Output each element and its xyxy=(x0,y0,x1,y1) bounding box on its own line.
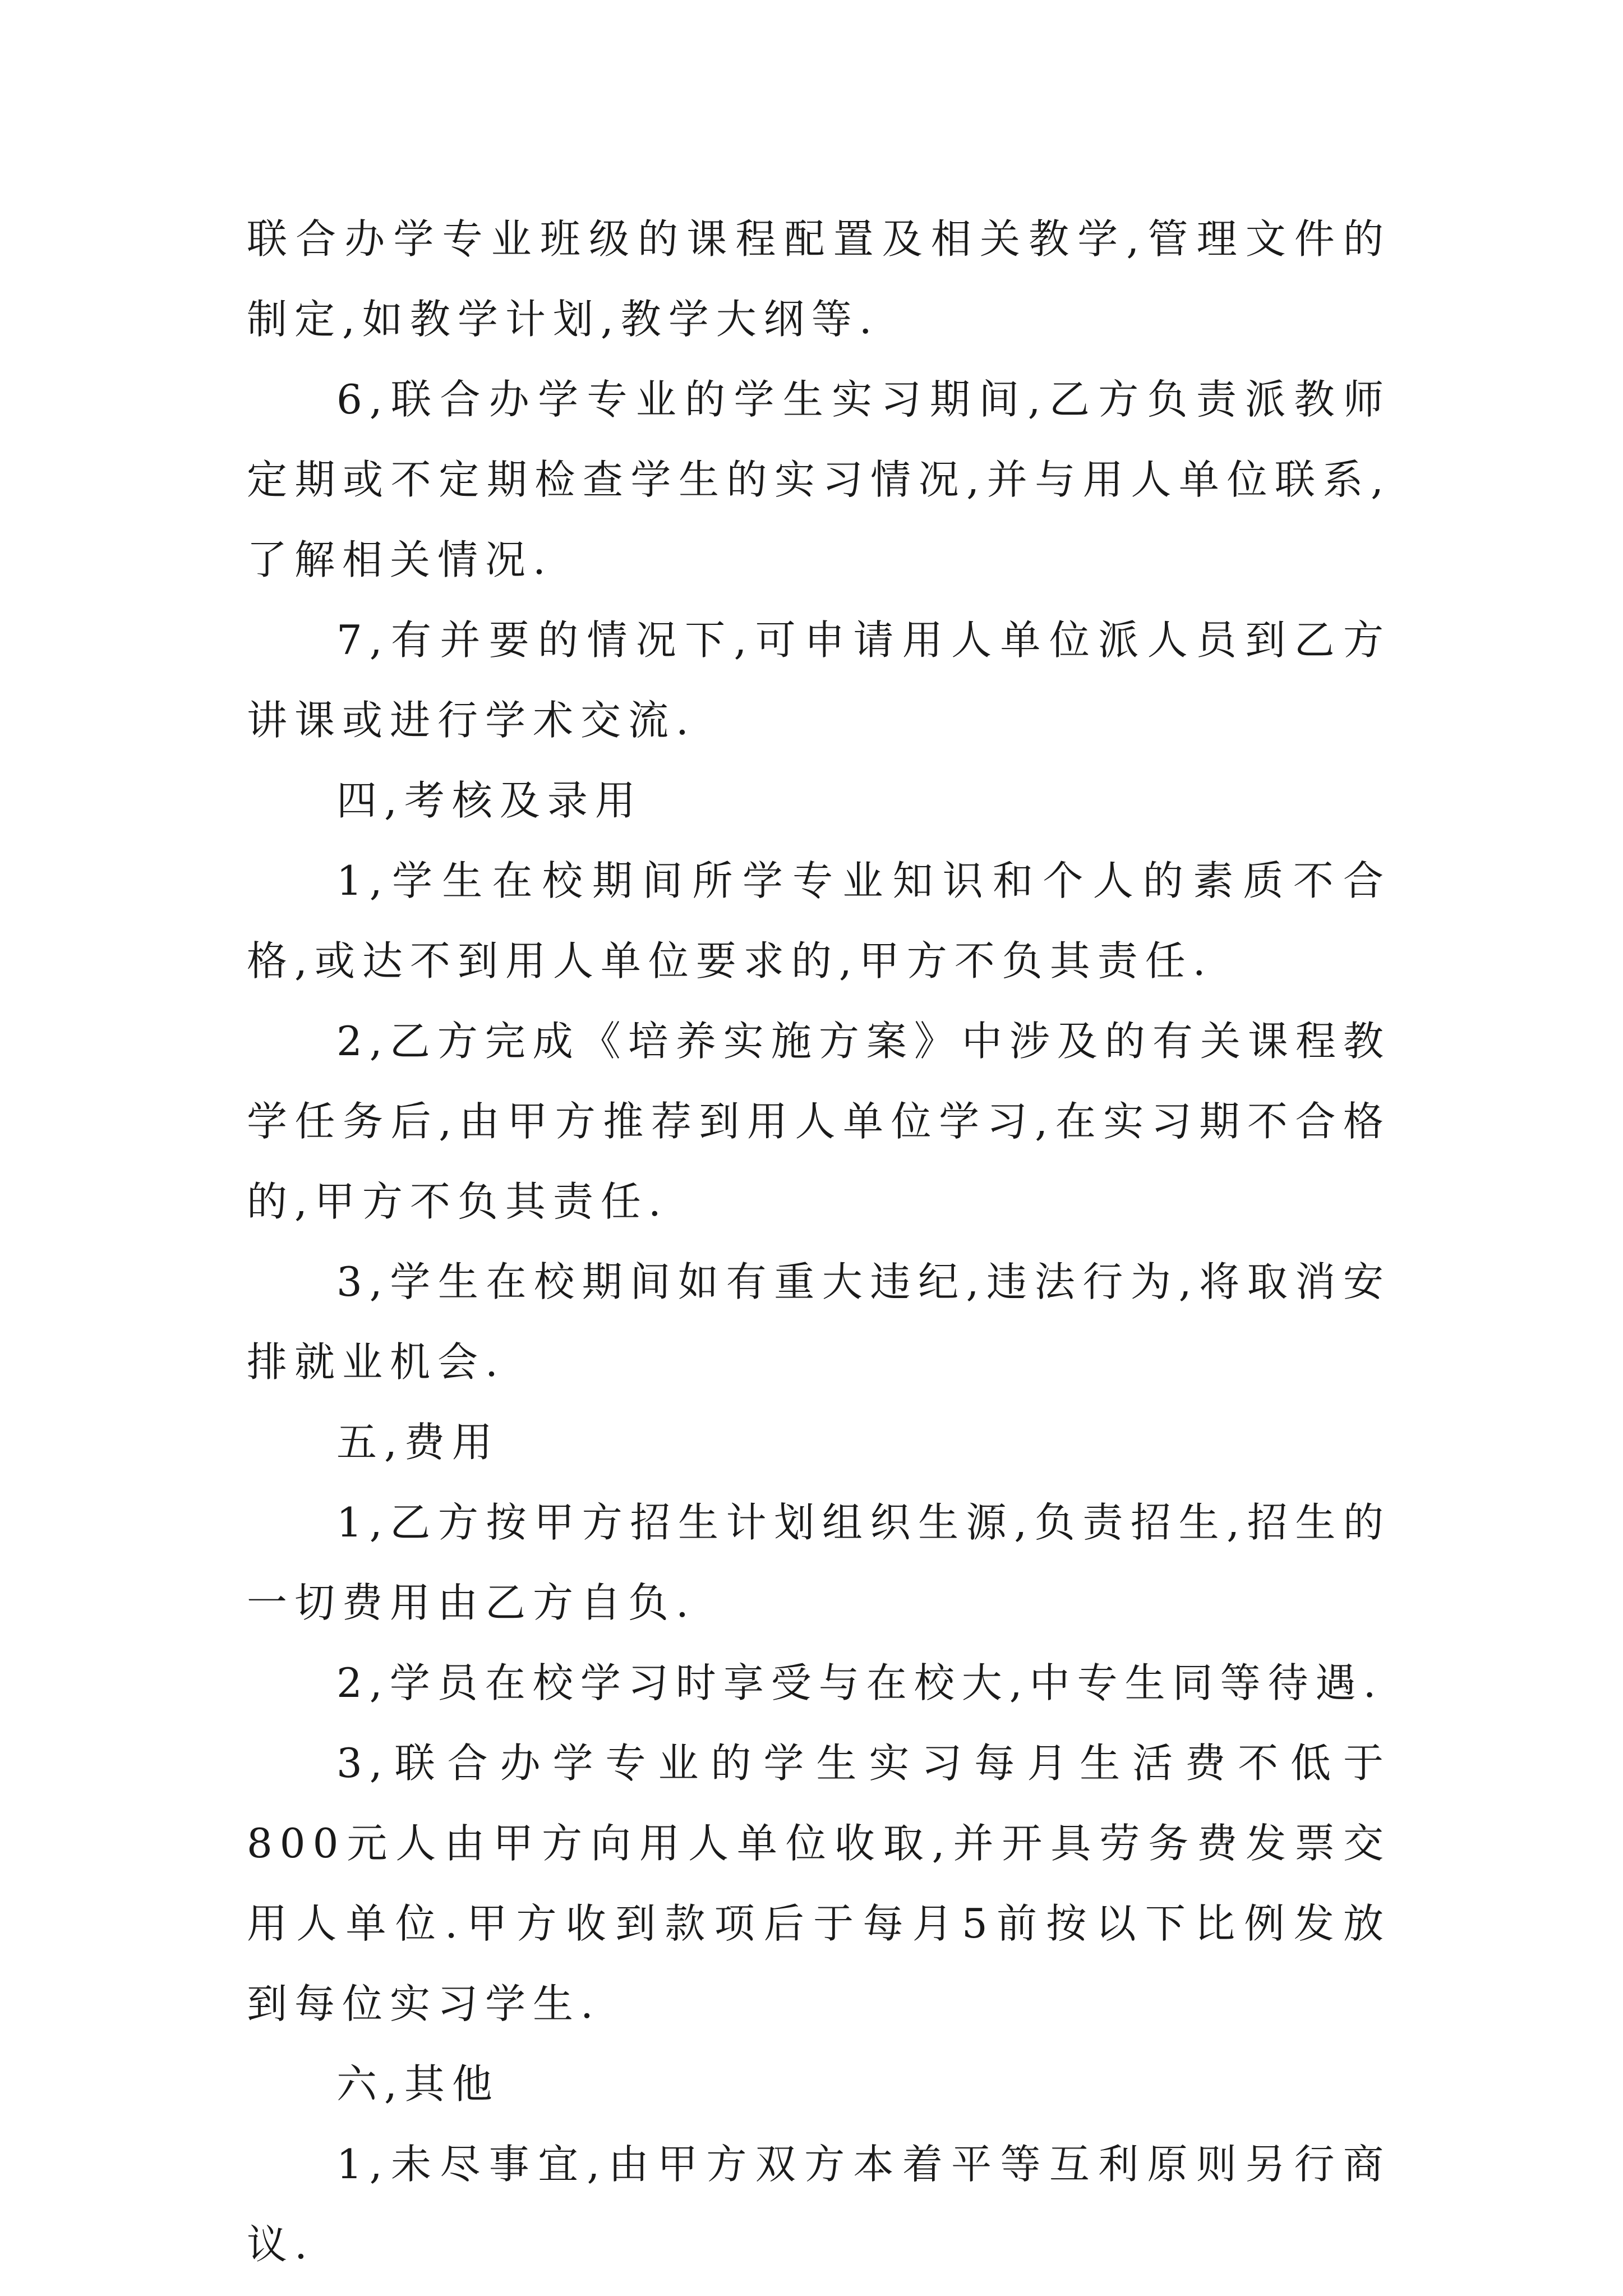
section-heading-4: 四,考核及录用 xyxy=(336,777,643,824)
paragraph-section6-item-1: 1,未尽事宜,由甲方双方本着平等互利原则另行商议. xyxy=(247,2141,1391,2268)
paragraph-section4-item-1: 1,学生在校期间所学专业知识和个人的素质不合格,或达不到用人单位要求的,甲方不负其责任. xyxy=(247,857,1391,984)
document-body xyxy=(247,199,1391,2285)
paragraph-section5-item-2: 2,学员在校学习时享受与在校大,中专生同等待遇. xyxy=(336,1659,1384,1706)
paragraph-section4-item-2: 2,乙方完成《培养实施方案》中涉及的有关课程教学任务后,由甲方推荐到用人单位学习,在实习期不合格的,甲方不负其责任. xyxy=(247,1018,1391,1225)
paragraph-continued: 联合办学专业班级的课程配置及相关教学,管理文件的制定,如教学计划,教学大纲等. xyxy=(247,215,1391,343)
section-heading-6: 六,其他 xyxy=(336,2060,500,2108)
paragraph-section5-item-3: 3,联合办学专业的学生实习每月生活费不低于800元人由甲方向用人单位收取,并开具劳务费发票交用人单位.甲方收到款项后于每月5前按以下比例发放到每位实习学生. xyxy=(247,1740,1391,2027)
paragraph-item-7: 7,有并要的情况下,可申请用人单位派人员到乙方讲课或进行学术交流. xyxy=(247,616,1391,744)
paragraph-item-6: 6,联合办学专业的学生实习期间,乙方负责派教师定期或不定期检查学生的实习情况,并与用人单位联系,了解相关情况. xyxy=(247,376,1391,583)
section-heading-5: 五,费用 xyxy=(336,1419,500,1466)
paragraph-section4-item-3: 3,学生在校期间如有重大违纪,违法行为,将取消安排就业机会. xyxy=(247,1258,1391,1386)
paragraph-section5-item-1: 1,乙方按甲方招生计划组织生源,负责招生,招生的一切费用由乙方自负. xyxy=(247,1499,1391,1626)
